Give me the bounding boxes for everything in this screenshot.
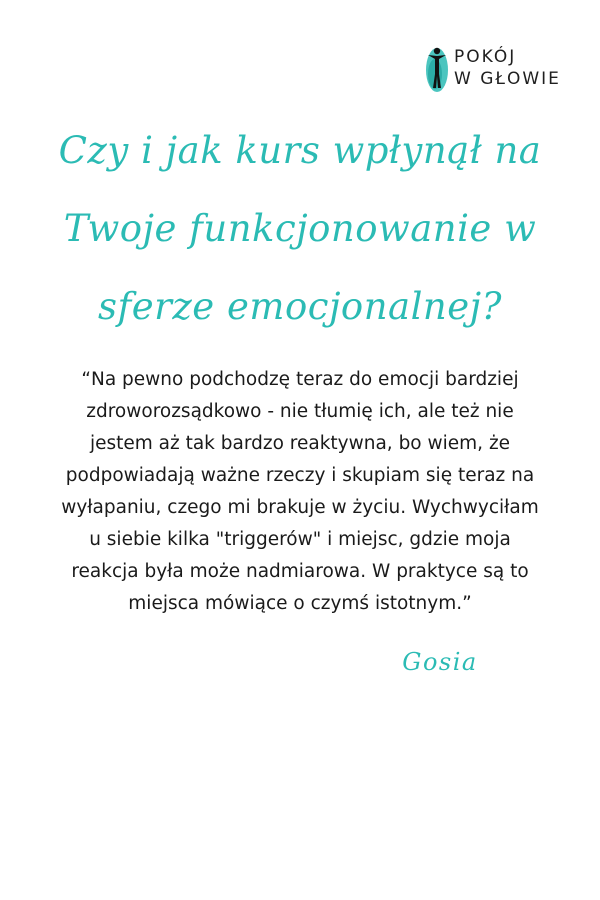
quote-line: zdroworozsądkowo - nie tłumię ich, ale też nie — [86, 401, 514, 422]
figure-silhouette-icon — [424, 44, 450, 94]
headline-line: Czy i jak kurs wpłynął na — [58, 129, 542, 172]
quote-line: wyłapaniu, czego mi brakuje w życiu. Wychwyciłam — [61, 497, 539, 518]
headline-question — [40, 112, 560, 346]
logo-line-2: W GŁOWIE — [454, 69, 561, 89]
logo-wordmark — [454, 46, 561, 90]
quote-author: Gosia — [402, 648, 478, 676]
logo-line-1: POKÓJ — [454, 47, 517, 67]
quote-line: miejsca mówiące o czymś istotnym.” — [128, 593, 472, 614]
quote-line: “Na pewno podchodzę teraz do emocji bardziej — [81, 369, 519, 390]
quote-line: jestem aż tak bardzo reaktywna, bo wiem, że — [89, 433, 511, 454]
brand-logo — [424, 44, 574, 94]
headline-line: Twoje funkcjonowanie w — [63, 207, 537, 250]
quote-line: u siebie kilka "triggerów" i miejsc, gdzie moja — [89, 529, 511, 550]
quote-line: podpowiadają ważne rzeczy i skupiam się teraz na — [65, 465, 535, 486]
testimonial-quote — [40, 364, 560, 620]
headline-line: sferze emocjonalnej? — [98, 285, 502, 328]
quote-line: reakcja była może nadmiarowa. W praktyce są to — [71, 561, 529, 582]
